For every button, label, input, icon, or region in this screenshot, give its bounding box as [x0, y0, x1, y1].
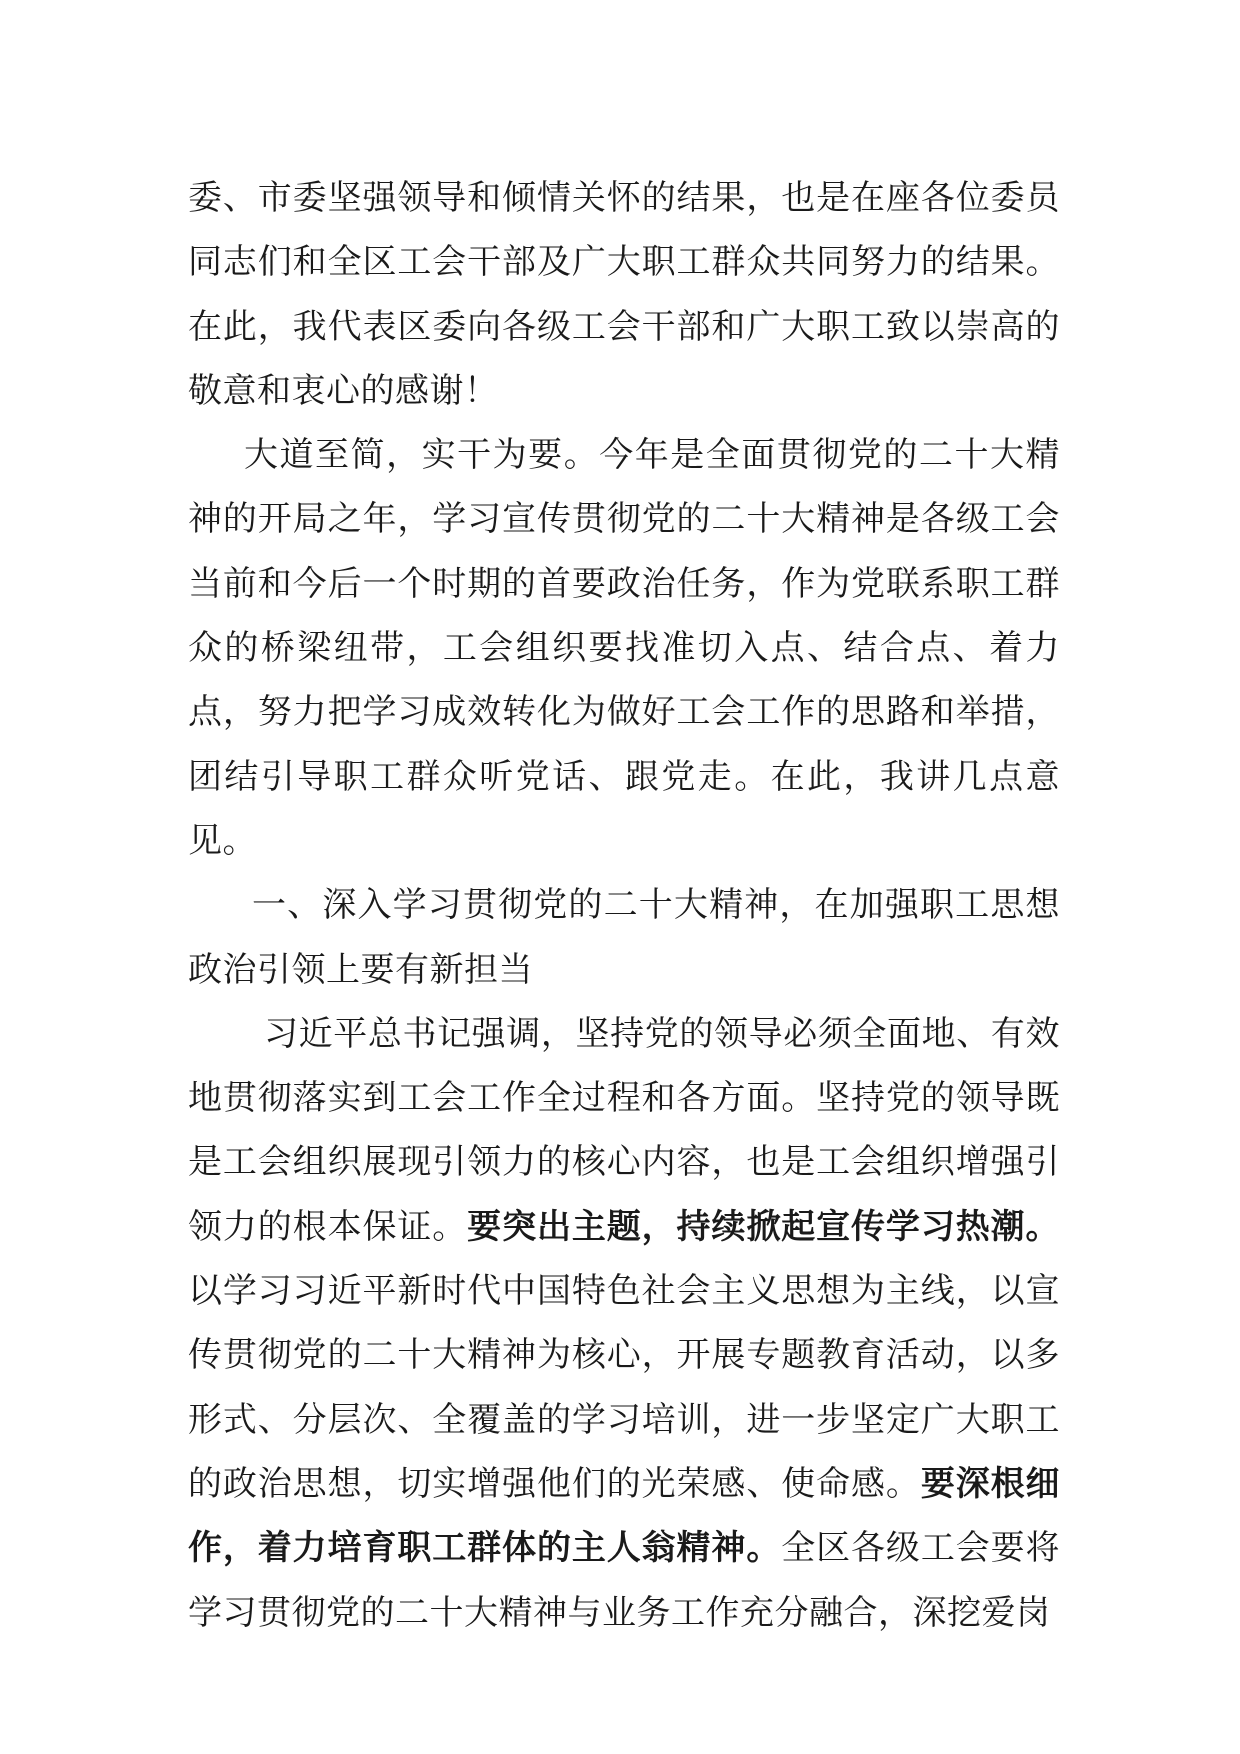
bold-emphasis: 要突出主题，持续掀起宣传学习热潮。 [467, 1206, 1061, 1247]
paragraph-text: 大道至简，实干为要。今年是全面贯彻党的二十大精神的开局之年，学习宣传贯彻党的二十大精神是各级工会当前和今后一个时期的首要政治任务，作为党联系职工群众的桥梁纽带，工会组织要找准切入点、结合点、着力点，努力把学习成效转化为做好工会工作的思路和举措，团结引导职工群众听党话、跟党走。在此，我讲几点意见。 [188, 435, 1060, 861]
paragraph-intro [188, 423, 1060, 873]
paragraph-continued [188, 166, 1060, 423]
heading-text: 一、深入学习贯彻党的二十大精神，在加强职工思想政治引领上要有新担当 [188, 885, 1060, 990]
document-body [188, 166, 1060, 1645]
section-heading [188, 873, 1060, 1002]
paragraph-section-one [188, 1002, 1060, 1645]
paragraph-text: 以学习习近平新时代中国特色社会主义思想为主线，以宣传贯彻党的二十大精神为核心，开展专题教育活动，以多形式、分层次、全覆盖的学习培训，进一步坚定广大职工的政治思想，切实增强他们的光荣感、使命感。 [188, 1271, 1060, 1504]
bold-emphasis: 要深根细作，着力培育职工群体的主人翁精神。 [188, 1463, 1060, 1569]
paragraph-text: 全区各级工会要将学习贯彻党的二十大精神与业务工作充分融合，深挖爱岗 [188, 1528, 1061, 1633]
paragraph-text: 委、市委坚强领导和倾情关怀的结果，也是在座各位委员同志们和全区工会干部及广大职工群众共同努力的结果。在此，我代表区委向各级工会干部和广大职工致以崇高的敬意和衷心的感谢！ [188, 178, 1060, 411]
paragraph-text: 习近平总书记强调，坚持党的领导必须全面地、有效地贯彻落实到工会工作全过程和各方面。坚持党的领导既是工会组织展现引领力的核心内容，也是工会组织增强引领力的根本保证。 [188, 1013, 1060, 1247]
